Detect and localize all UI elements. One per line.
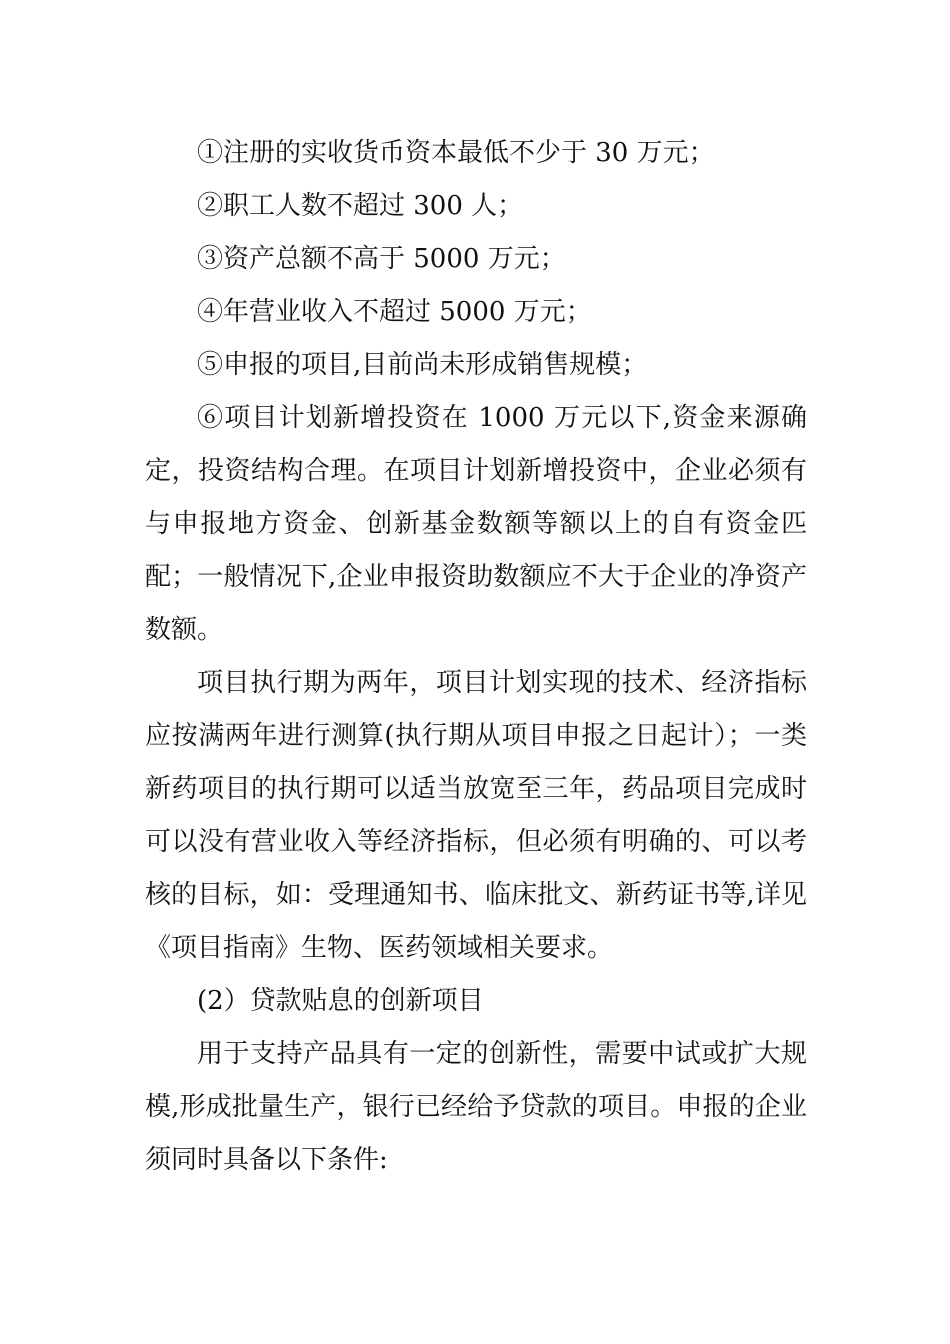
condition-annual-revenue: ④年营业收入不超过 5000 万元； bbox=[197, 297, 592, 327]
condition-registered-capital: ①注册的实收货币资本最低不少于 30 万元； bbox=[197, 138, 715, 168]
section-heading-loan-interest: (2）贷款贴息的创新项目 bbox=[197, 986, 484, 1016]
condition-employee-count: ②职工人数不超过 300 人； bbox=[197, 191, 524, 221]
loan-interest-description: 用于支持产品具有一定的创新性，需要中试或扩大规模,形成批量生产，银行已经给予贷款的项目。申报的企业须同时具备以下条件: bbox=[145, 1039, 807, 1175]
condition-total-assets: ③资产总额不高于 5000 万元； bbox=[197, 244, 566, 274]
document-body bbox=[145, 127, 807, 1187]
condition-new-investment: ⑥项目计划新增投资在 1000 万元以下,资金来源确定，投资结构合理。在项目计划新增投资中，企业必须有与申报地方资金、创新基金数额等额以上的自有资金匹配；一般情况下,企业申报资助数额应不大于企业的净资产数额。 bbox=[145, 403, 807, 645]
condition-sales-scale: ⑤申报的项目,目前尚未形成销售规模； bbox=[197, 350, 648, 380]
project-execution-period: 项目执行期为两年，项目计划实现的技术、经济指标应按满两年进行测算(执行期从项目申报之日起计）；一类新药项目的执行期可以适当放宽至三年，药品项目完成时可以没有营业收入等经济指标，但必须有明确的、可以考核的目标，如：受理通知书、临床批文、新药证书等,详见《项目指南》生物、医药领域相关要求。 bbox=[145, 668, 807, 963]
